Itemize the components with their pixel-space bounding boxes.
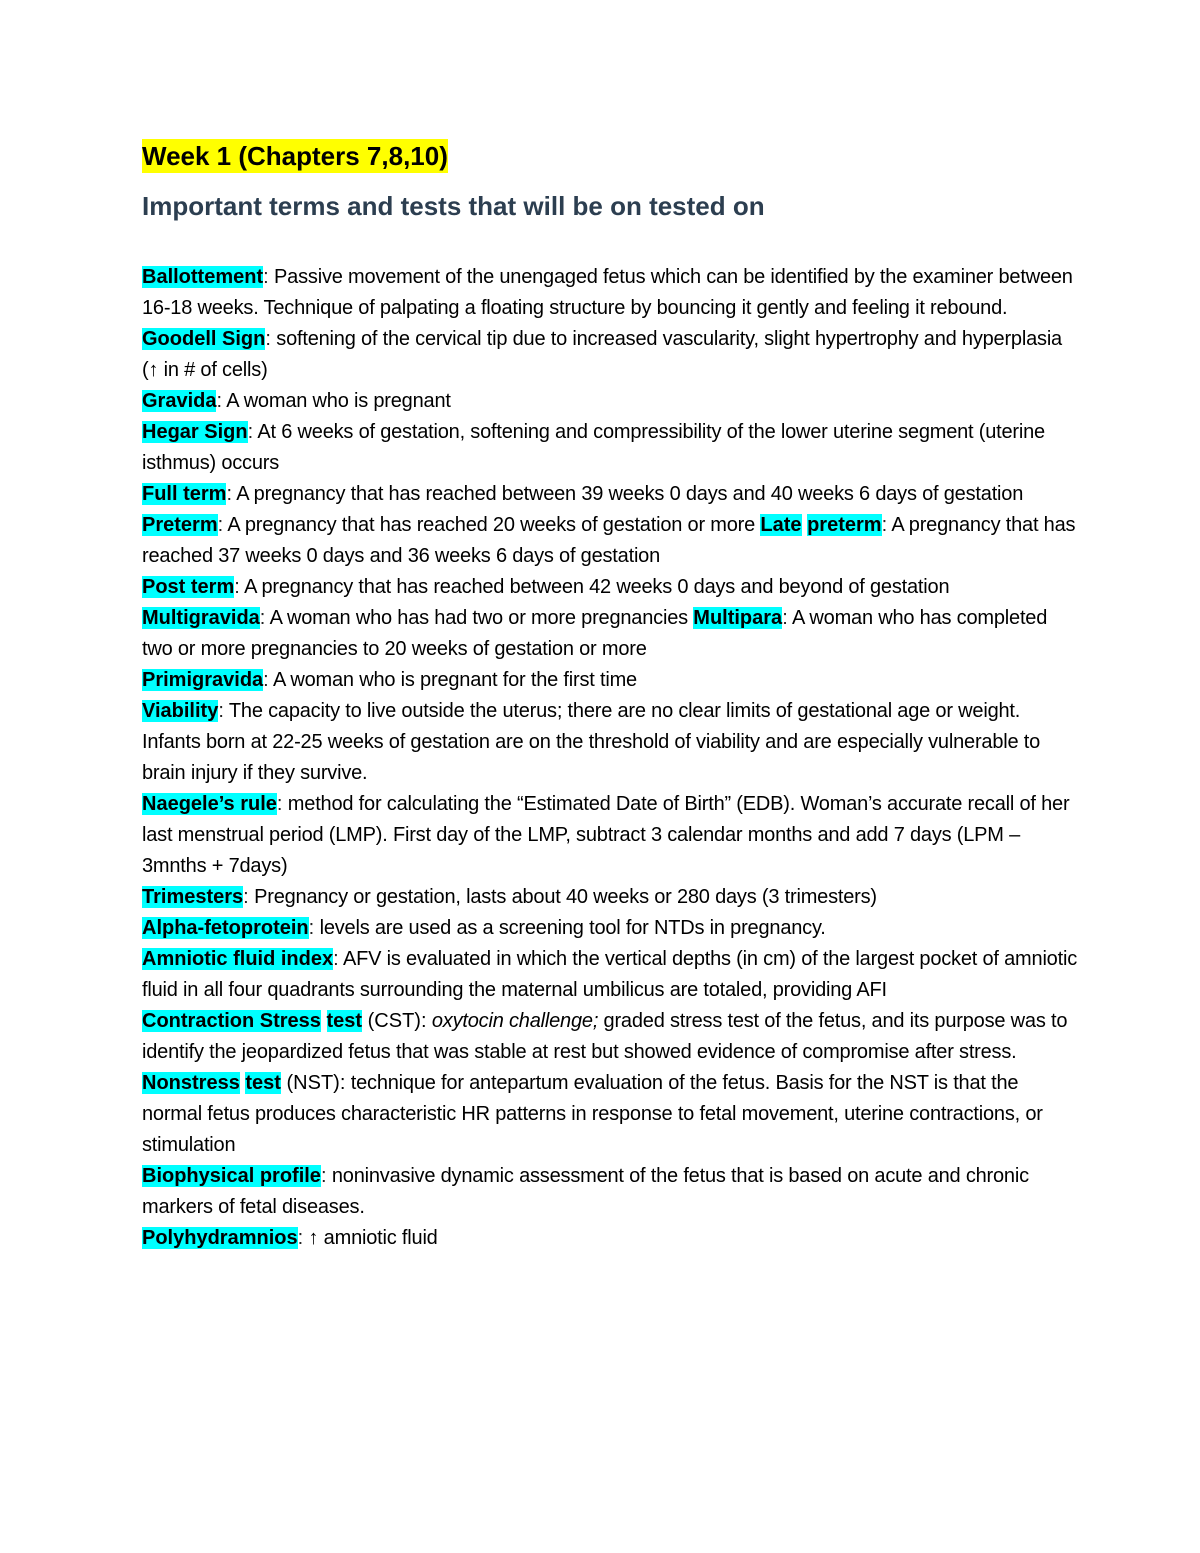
term-label: Gravida <box>142 390 217 412</box>
term-separator: : <box>234 576 240 598</box>
term-separator: : <box>263 669 269 691</box>
term-label: Ballottement <box>142 266 264 288</box>
term-definition: Pregnancy or gestation, lasts about 40 weeks or 280 days (3 trimesters) <box>248 886 877 908</box>
page-title <box>142 140 1080 172</box>
term-label: Amniotic fluid index <box>142 948 334 970</box>
term-label: Primigravida <box>142 669 264 691</box>
term-entry-trimesters <box>142 882 1077 913</box>
term-separator: : <box>333 948 339 970</box>
term-separator: : <box>881 514 888 536</box>
term-abbreviation: (NST): <box>280 1072 346 1094</box>
term-label: Trimesters <box>142 886 244 908</box>
term-separator: : <box>265 328 271 350</box>
term-definition: graded stress test of the fetus, and its purpose was to identify the jeopardized fetus that was stable at rest but showed evidence of compromise after stress. <box>142 1010 1068 1063</box>
term-separator: : <box>782 607 788 629</box>
page-subtitle: Important terms and tests that will be on tested on <box>142 191 765 221</box>
term-definition: The capacity to live outside the uterus; there are no clear limits of gestational age or weight. Infants born at 22-25 weeks of gestation are on the threshold of viability and are especially vulnerable to brain injury if they survive. <box>142 700 1041 784</box>
term-definition: technique for antepartum evaluation of the fetus. Basis for the NST is that the normal fetus produces characteristic HR patterns in response to fetal movement, uterine contractions, or stimulation <box>142 1072 1043 1156</box>
term-label-preterm: Preterm <box>142 514 218 536</box>
term-separator: : <box>259 607 266 629</box>
term-separator: : <box>243 886 249 908</box>
term-entry-ballottement <box>142 262 1077 324</box>
term-definition: levels are used as a screening tool for NTDs in pregnancy. <box>314 917 826 939</box>
term-definition-full-term: A pregnancy that has reached between 39 weeks 0 days and 40 weeks 6 days of gestation <box>232 483 1024 505</box>
term-entry-naegeles-rule <box>142 789 1077 882</box>
term-definition-late-preterm: A pregnancy that has reached 37 weeks 0 days and 36 weeks 6 days of gestation <box>142 514 1076 567</box>
term-definition-multigravida: A woman who has had two or more pregnancies <box>265 607 694 629</box>
term-definition: AFV is evaluated in which the vertical depths (in cm) of the largest pocket of amniotic fluid in all four quadrants surrounding the maternal umbilicus are totaled, providing AFI <box>142 948 1078 1001</box>
term-label: Hegar Sign <box>142 421 248 443</box>
term-separator: : <box>218 700 224 722</box>
term-entry-goodell-sign <box>142 324 1077 386</box>
term-separator: : <box>226 483 233 505</box>
term-label: Viability <box>142 700 219 722</box>
term-separator: : <box>263 266 269 288</box>
term-definition: A woman who is pregnant <box>222 390 451 412</box>
week-title: Week 1 (Chapters 7,8,10) <box>142 141 448 171</box>
term-entry-post-term <box>142 572 1077 603</box>
term-entry-contraction-stress-test <box>142 1006 1077 1068</box>
term-entry-viability <box>142 696 1077 789</box>
term-definition: method for calculating the “Estimated Date of Birth” (EDB). Woman’s accurate recall of her last menstrual period (LMP). First day of the LMP, subtract 3 calendar months and add 7 days (LPM – 3mnths + 7days) <box>142 793 1070 877</box>
term-definition: softening of the cervical tip due to increased vascularity, slight hypertrophy and hyperplasia (↑ in # of cells) <box>142 328 1062 381</box>
term-abbreviation: (CST): <box>362 1010 427 1032</box>
term-entry-primigravida <box>142 665 1077 696</box>
term-label-late-preterm-a: Late <box>760 514 802 536</box>
terms-list <box>142 262 1077 1254</box>
term-definition: Passive movement of the unengaged fetus which can be identified by the examiner between 16-18 weeks. Technique of palpating a floating structure by bouncing it gently and feeling it rebound. <box>142 266 1073 319</box>
term-label-full-term: Full term <box>142 483 227 505</box>
term-label: Goodell Sign <box>142 328 266 350</box>
term-paragraph-term-lengths <box>142 479 1077 572</box>
term-separator: : <box>320 1165 327 1187</box>
term-separator: : <box>308 917 315 939</box>
term-entry-polyhydramnios <box>142 1223 1077 1254</box>
term-definition: noninvasive dynamic assessment of the fetus that is based on acute and chronic markers of fetal diseases. <box>142 1165 1029 1218</box>
term-label: Post term <box>142 576 235 598</box>
term-label: Alpha-fetoprotein <box>142 917 309 939</box>
term-definition-preterm: A pregnancy that has reached 20 weeks of gestation or more <box>223 514 761 536</box>
term-separator: : <box>216 390 223 412</box>
term-label: Naegele’s rule <box>142 793 277 815</box>
term-entry-nonstress-test <box>142 1068 1077 1161</box>
term-entry-biophysical-profile <box>142 1161 1077 1223</box>
term-separator: : <box>297 1227 304 1249</box>
term-label-a: Contraction Stress <box>142 1010 321 1032</box>
term-entry-amniotic-fluid-index <box>142 944 1077 1006</box>
term-entry-hegar-sign <box>142 417 1077 479</box>
term-label-b: test <box>326 1010 363 1032</box>
term-separator: : <box>276 793 283 815</box>
term-paragraph-multi <box>142 603 1077 665</box>
term-label-multipara: Multipara <box>693 607 783 629</box>
term-entry-gravida <box>142 386 1077 417</box>
term-label-multigravida: Multigravida <box>142 607 260 629</box>
term-italic-note: oxytocin challenge; <box>426 1010 599 1032</box>
term-definition: A pregnancy that has reached between 42 weeks 0 days and beyond of gestation <box>239 576 950 598</box>
term-label-b: test <box>245 1072 281 1094</box>
term-label-late-preterm-b: preterm <box>807 514 882 536</box>
term-entry-alpha-fetoprotein <box>142 913 1077 944</box>
term-label: Polyhydramnios <box>142 1227 298 1249</box>
term-definition: A woman who is pregnant for the first time <box>268 669 637 691</box>
term-definition: At 6 weeks of gestation, softening and compressibility of the lower uterine segment (uterine isthmus) occurs <box>142 421 1045 474</box>
term-definition-multipara: A woman who has completed two or more pregnancies to 20 weeks of gestation or more <box>142 607 1048 660</box>
term-label-a: Nonstress <box>142 1072 240 1094</box>
term-definition: ↑ amniotic fluid <box>303 1227 438 1249</box>
term-separator: : <box>217 514 224 536</box>
term-separator: : <box>247 421 254 443</box>
term-label: Biophysical profile <box>142 1165 321 1187</box>
